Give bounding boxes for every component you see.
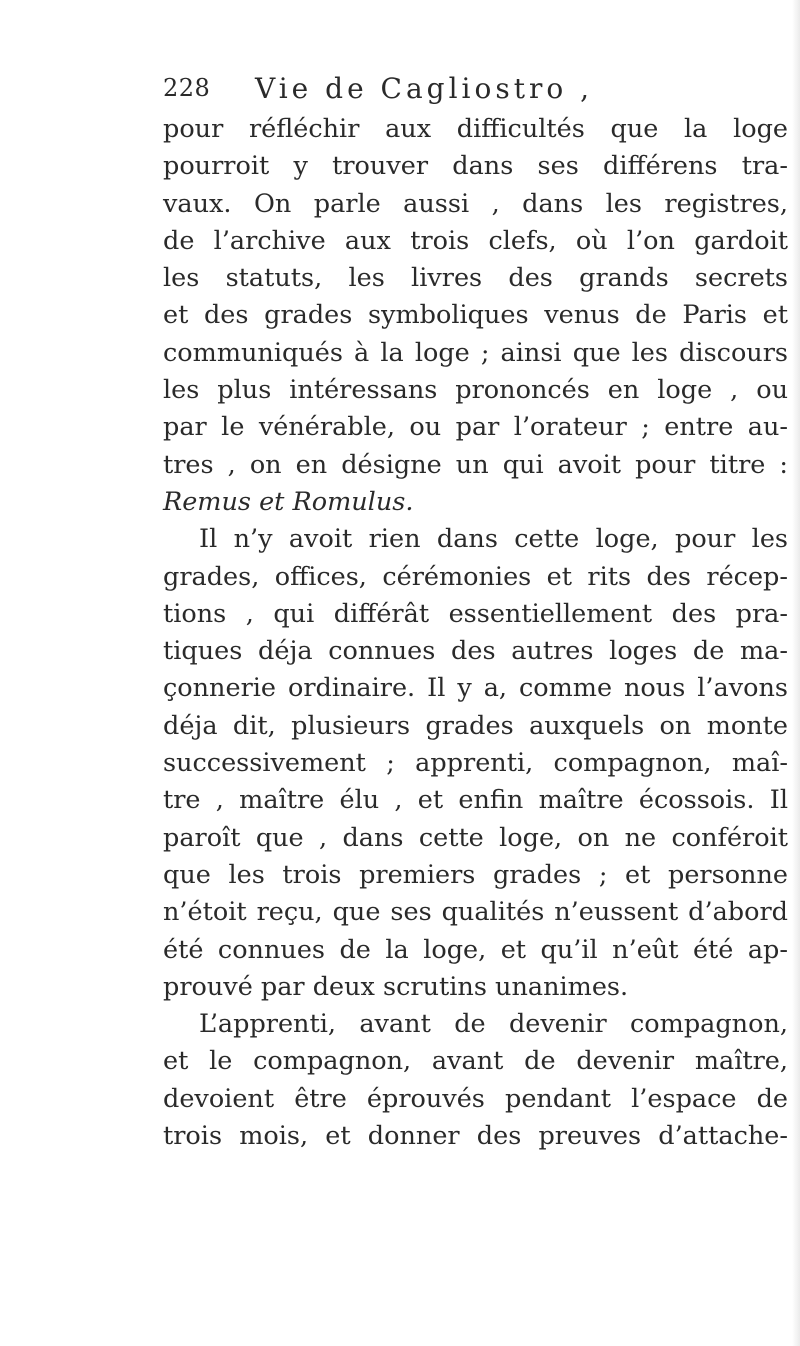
text-line: trois mois, et donner des preuves d’attache- <box>163 1121 788 1152</box>
text-line: pour réfléchir aux difficultés que la loge <box>163 114 788 144</box>
text-line: paroît que , dans cette loge, on ne conféroit <box>163 822 788 853</box>
text-line: prouvé par deux scrutins unanimes. <box>163 971 629 1002</box>
text-line: pourroit y trouver dans ses différens tra- <box>163 151 788 182</box>
text-line: successivement ; apprenti, compagnon, maî- <box>163 748 788 779</box>
page-edge-shadow <box>792 0 800 1346</box>
text-line: tre , maître élu , et enfin maître écossois. Il <box>163 785 788 816</box>
text-line: devoient être éprouvés pendant l’espace de <box>163 1083 788 1114</box>
text-line: les statuts, les livres des grands secrets <box>163 263 788 294</box>
text-line: çonnerie ordinaire. Il y a, comme nous l’avons <box>163 673 788 704</box>
text-line: n’étoit reçu, que ses qualités n’eussent d’abord <box>163 897 788 928</box>
text-line: que les trois premiers grades ; et personne <box>163 859 788 890</box>
text-line: et des grades symboliques venus de Paris et <box>163 300 788 331</box>
text-line: communiqués à la loge ; ainsi que les discours <box>163 337 788 368</box>
text-line: tiques déja connues des autres loges de ma- <box>163 636 788 667</box>
text-line: déja dit, plusieurs grades auxquels on monte <box>163 710 788 741</box>
text-line: par le vénérable, ou par l’orateur ; entre au- <box>163 412 788 443</box>
text-line-title: Remus et Romulus. <box>163 486 414 517</box>
running-title: Vie de Cagliostro , <box>255 72 594 105</box>
text-line: grades, offices, cérémonies et rits des récep- <box>163 561 788 592</box>
text-line: et le compagnon, avant de devenir maître, <box>163 1046 788 1077</box>
text-line: vaux. On parle aussi , dans les registres, <box>163 188 788 219</box>
text-line: tres , on en désigne un qui avoit pour titre : <box>163 449 788 480</box>
text-line: les plus intéressans prononcés en loge , ou <box>163 375 788 406</box>
text-line: de l’archive aux trois clefs, où l’on gardoit <box>163 225 788 256</box>
body-text <box>163 111 788 1155</box>
text-line: été connues de la loge, et qu’il n’eût été ap- <box>163 934 788 965</box>
text-line: L’apprenti, avant de devenir compagnon, <box>199 1009 788 1040</box>
page-number: 228 <box>163 74 211 102</box>
text-line: Il n’y avoit rien dans cette loge, pour les <box>199 524 788 555</box>
text-line: tions , qui différât essentiellement des pra- <box>163 598 788 629</box>
page-header <box>163 74 683 114</box>
